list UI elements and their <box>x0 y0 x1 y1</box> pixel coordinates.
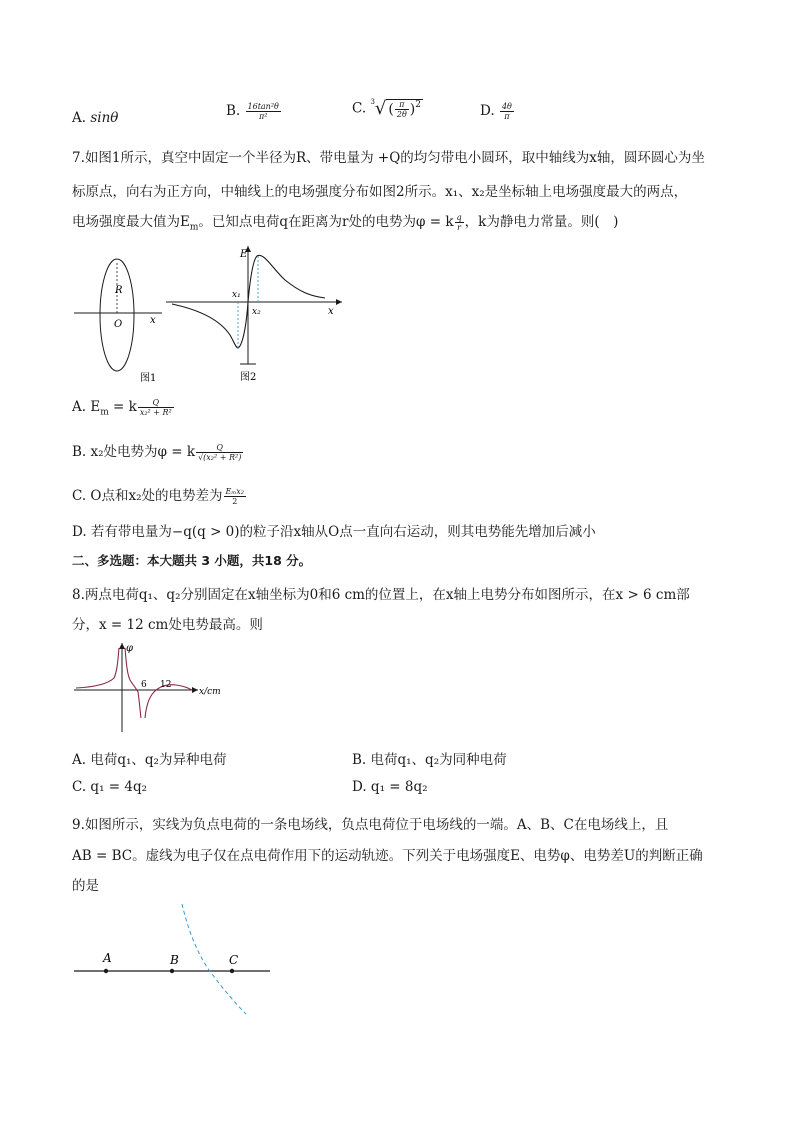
q7-potential-fraction <box>455 213 464 232</box>
point-b <box>170 969 174 973</box>
q8-figure <box>70 640 230 735</box>
point-a <box>104 969 108 973</box>
q6-option-d <box>480 102 515 121</box>
e-axis-label: E <box>240 249 248 260</box>
q7-b-fraction <box>196 443 243 462</box>
tick-label-6: 6 <box>141 680 147 690</box>
radicand: ( $\frac{\pi}{2\theta}$ )$^2$ <box>388 99 421 119</box>
figure2-caption: 图2 <box>240 372 257 383</box>
q8-option-c: C. q₁ = 4q₂ <box>72 779 148 795</box>
q7-figure2 <box>160 240 350 390</box>
q6-c-fraction <box>395 100 409 119</box>
fraction-denominator: √(x₂² + R²) <box>198 453 242 462</box>
potential-curve-left <box>76 648 119 688</box>
x-axis-label: x/cm <box>199 687 221 697</box>
text: 。已知点电荷q在距离为r处的电势为φ = k <box>198 214 454 230</box>
x1-label: x₁ <box>232 290 241 300</box>
q8-option-b: B. 电荷q₁、q₂为同种电荷 <box>352 752 507 768</box>
subscript: m <box>100 407 109 418</box>
text: ，k为静电力常量。则( ) <box>464 214 619 230</box>
fraction-numerator: 16tan²θ <box>247 102 279 111</box>
point-c <box>230 969 234 973</box>
q7-option-b <box>72 440 244 462</box>
option-label: A. <box>72 110 87 126</box>
phi-axis-arrow-icon <box>119 643 125 649</box>
tick-label-12: 12 <box>160 680 172 690</box>
q6-b-fraction <box>246 102 281 121</box>
q8-stem-line2: 分，x = 12 cm处电势最高。则 <box>72 617 263 633</box>
section-heading: 二、多选题：本大题共 3 小题，共18 分。 <box>72 553 312 568</box>
figure1-caption: 图1 <box>140 373 157 384</box>
q6-option-c <box>352 98 423 119</box>
fraction-numerator: π <box>395 100 409 110</box>
fraction-denominator: π² <box>258 112 268 121</box>
text: C. O点和x₂处的电势差为 <box>72 488 223 504</box>
fraction-denominator: 2θ <box>396 109 407 119</box>
q7-option-a <box>72 398 175 418</box>
q9-figure <box>70 900 280 1020</box>
origin-label: O <box>114 319 123 330</box>
x-axis-label: x <box>328 306 334 317</box>
label-b: B <box>170 953 179 967</box>
q8-option-a: A. 电荷q₁、q₂为异种电荷 <box>72 752 227 768</box>
text: B. x₂处电势为φ = k <box>72 444 196 460</box>
fraction-numerator: q <box>456 213 462 222</box>
fraction-numerator: Q <box>138 398 174 408</box>
q7-stem-line2: 标原点，向右为正方向，中轴线上的电场强度分布如图2所示。x₁、x₂是坐标轴上电场强度最大的两点， <box>72 184 688 200</box>
q7-option-c <box>72 484 247 506</box>
fraction-denominator: r <box>457 223 461 232</box>
q6-option-b <box>226 102 282 121</box>
x-axis-arrow-icon <box>336 299 342 305</box>
fraction-numerator: Q <box>196 443 243 453</box>
text: A. E <box>72 399 101 415</box>
q8-option-d: D. q₁ = 8q₂ <box>352 779 428 795</box>
option-label: C. <box>352 100 367 117</box>
subscript: m <box>189 222 199 233</box>
q9-stem-line1: 9.如图所示，实线为负点电荷的一条电场线，负点电荷位于电场线的一端。A、B、C在电场线上，且 <box>72 817 669 833</box>
root-index: 3 <box>370 98 375 106</box>
exponent: 2 <box>415 99 421 110</box>
q7-stem-line1: 7.如图1所示，真空中固定一个半径为R、带电量为 +Q的均匀带电小圆环，取中轴线为x轴，圆环圆心为坐 <box>72 150 705 166</box>
q6-d-fraction <box>500 102 514 121</box>
q9-stem-line3: 的是 <box>72 878 99 894</box>
text: = k <box>108 399 137 415</box>
text: 电场强度最大值为E <box>72 214 190 230</box>
q7-c-fraction <box>224 487 246 506</box>
radius-label: R <box>115 285 123 296</box>
fraction-denominator: x₂² + R² <box>139 408 172 417</box>
x2-label: x₂ <box>252 307 261 317</box>
x-axis-label: x <box>150 315 156 326</box>
q8-stem-line1: 8.两点电荷q₁、q₂分别固定在x轴坐标为0和6 cm的位置上，在x轴上电势分布如图所示，在x > 6 cm部 <box>72 587 690 603</box>
radical-sign: √ <box>374 98 387 119</box>
q9-stem-line2: AB = BC。虚线为电子仅在点电荷作用下的运动轨迹。下列关于电场强度E、电势φ、电势差U的判断正确 <box>72 848 703 864</box>
q7-figure1 <box>70 245 170 390</box>
option-text: sinθ <box>90 110 119 126</box>
label-a: A <box>103 951 112 965</box>
label-c: C <box>229 953 239 967</box>
fraction-numerator: Eₘx₂ <box>225 487 244 496</box>
phi-axis-label: φ <box>126 643 134 654</box>
option-label: D. <box>480 103 495 119</box>
fraction-numerator: 4θ <box>501 102 512 111</box>
fraction-denominator: 2 <box>232 497 238 506</box>
q7-option-d: D. 若有带电量为−q(q > 0)的粒子沿x轴从O点一直向右运动，则其电势能先增加后减小 <box>72 524 596 540</box>
q6-option-a <box>72 110 118 126</box>
potential-curve-middle <box>125 648 141 718</box>
x-axis-arrow-icon <box>192 687 198 693</box>
q7-stem-line3 <box>72 210 618 233</box>
option-label: B. <box>226 103 241 119</box>
q7-a-fraction <box>138 398 174 417</box>
fraction-denominator: π <box>504 112 510 121</box>
